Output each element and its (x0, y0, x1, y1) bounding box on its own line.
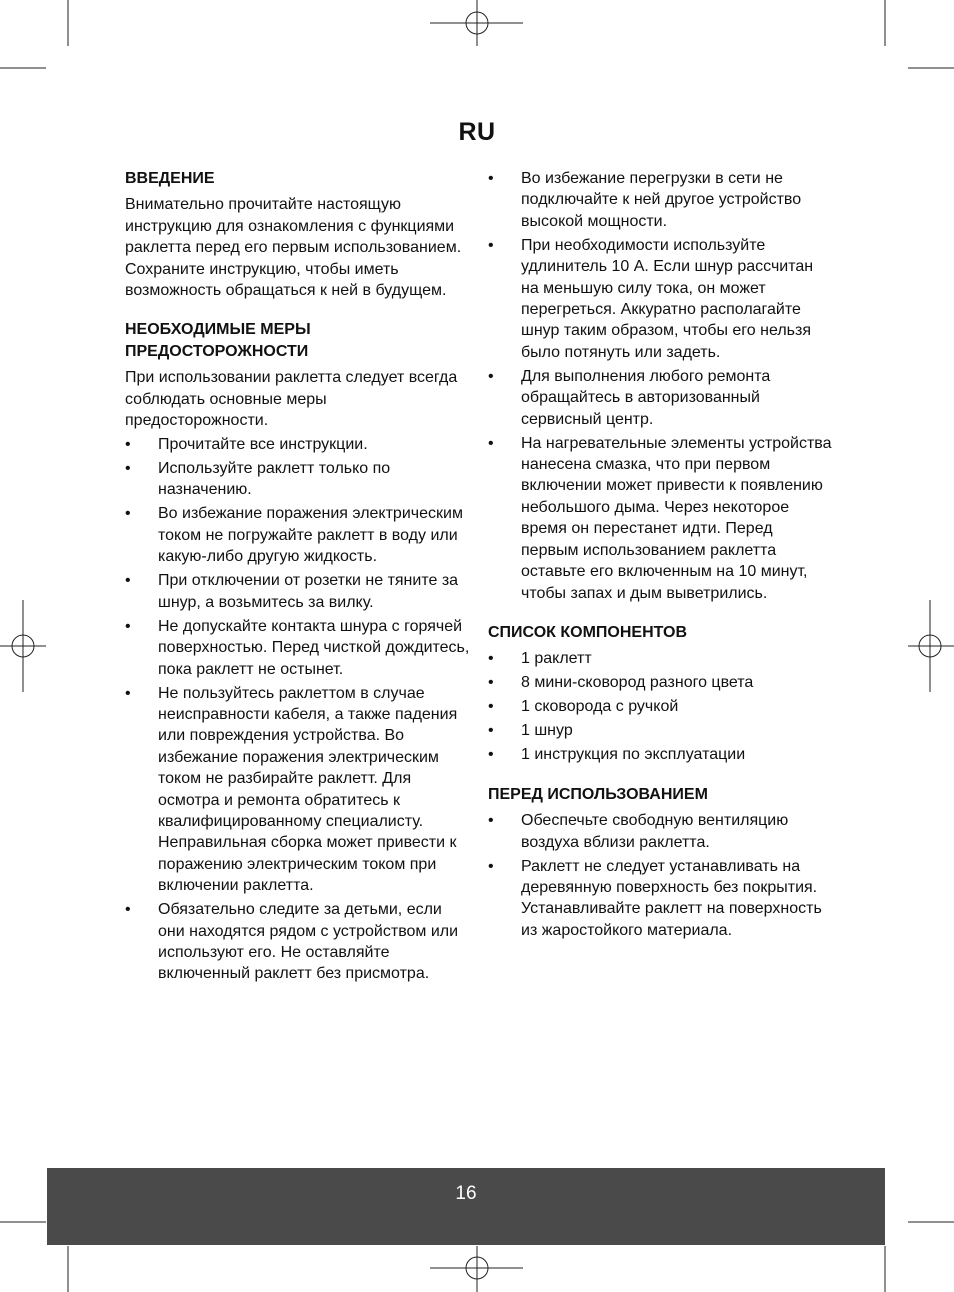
list-item: • Прочитайте все инструкции. (125, 434, 470, 455)
registration-mark-left (0, 600, 46, 692)
safety-continued-list (488, 168, 833, 604)
safety-section (125, 319, 470, 984)
intro-section (125, 168, 470, 301)
list-item: • 1 сковорода с ручкой (488, 696, 833, 717)
safety-heading: НЕОБХОДИМЫЕ МЕРЫ ПРЕДОСТОРОЖНОСТИ (125, 321, 311, 360)
safety-list (125, 434, 470, 985)
list-item: • Во избежание поражения электрическим током не погружайте раклетт в воду или какую-либо другую жидкость. (125, 503, 470, 567)
list-item: • Используйте раклетт только по назначению. (125, 458, 470, 501)
list-item: • 1 шнур (488, 720, 833, 741)
list-item: • Обеспечьте свободную вентиляцию воздуха вблизи раклетта. (488, 810, 833, 853)
right-column (488, 168, 833, 959)
registration-mark-top (430, 0, 523, 46)
list-item: • Во избежание перегрузки в сети не подключайте к ней другое устройство высокой мощности. (488, 168, 833, 232)
page-number: 16 (455, 1183, 477, 1204)
list-item: • 8 мини-сковород разного цвета (488, 672, 833, 693)
list-item: • 1 инструкция по эксплуатации (488, 744, 833, 765)
components-heading: СПИСОК КОМПОНЕНТОВ (488, 623, 688, 641)
before-use-list (488, 810, 833, 941)
components-section (488, 622, 833, 766)
components-list (488, 648, 833, 765)
left-column (125, 168, 470, 1003)
before-use-heading: ПЕРЕД ИСПОЛЬЗОВАНИЕМ (488, 785, 708, 803)
list-item: • При необходимости используйте удлинитель 10 А. Если шнур рассчитан на меньшую силу тока, он может перегреться. Аккуратно располагайте шнур таким образом, чтобы его нельзя было потянуть или задеть. (488, 235, 833, 363)
list-item: • При отключении от розетки не тяните за шнур, а возьмитесь за вилку. (125, 570, 470, 613)
safety-text: При использовании раклетта следует всегда соблюдать основные меры предосторожности. (125, 369, 458, 430)
registration-mark-bottom (430, 1246, 523, 1292)
intro-text: Внимательно прочитайте настоящую инструкцию для ознакомления с функциями раклетта перед его первым использованием. Сохраните инструкцию, чтобы иметь возможность обращаться к ней в будущем. (125, 196, 462, 300)
safety-continued-section (488, 168, 833, 604)
list-item: • На нагревательные элементы устройства нанесена смазка, что при первом включении может привести к появлению небольшого дыма. Через некоторое время он перестанет идти. Перед первым использованием раклетта оставьте его включенным на 10 минут, чтобы запах и дым выветрились. (488, 433, 833, 604)
list-item: • Не допускайте контакта шнура с горячей поверхностью. Перед чисткой дождитесь, пока раклетт не остынет. (125, 616, 470, 680)
list-item: • Для выполнения любого ремонта обращайтесь в авторизованный сервисный центр. (488, 366, 833, 430)
intro-heading: ВВЕДЕНИЕ (125, 170, 215, 187)
before-use-section (488, 784, 833, 941)
list-item: • 1 раклетт (488, 648, 833, 669)
language-heading: RU (458, 118, 496, 146)
list-item: • Раклетт не следует устанавливать на деревянную поверхность без покрытия. Устанавливайте раклетт на поверхность из жаростойкого материала. (488, 856, 833, 942)
footer-bar (47, 1168, 885, 1245)
registration-mark-right (908, 600, 954, 692)
list-item: • Не пользуйтесь раклеттом в случае неисправности кабеля, а также падения или повреждения устройства. Во избежание поражения электрическим током не разбирайте раклетт. Для осмотра и ремонта обратитесь к квалифицированному специалисту. Неправильная сборка может привести к поражению электрическим током при включении раклетта. (125, 683, 470, 897)
list-item: • Обязательно следите за детьми, если они находятся рядом с устройством или используют его. Не оставляйте включенный раклетт без присмотра. (125, 899, 470, 985)
